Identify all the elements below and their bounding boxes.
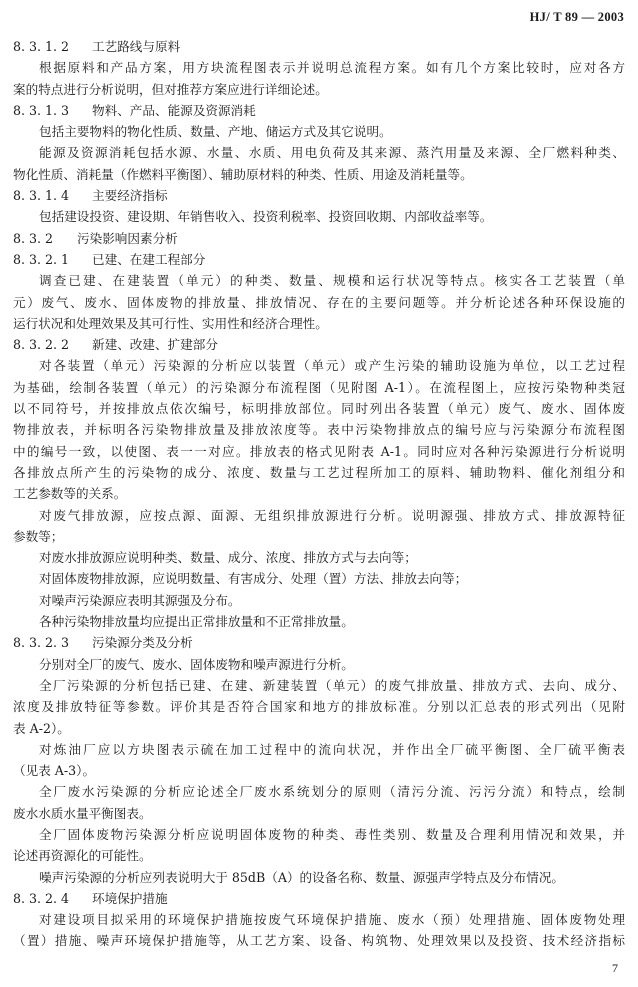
paragraph-line: 包括建设投资、建设期、年销售收入、投资利税率、投资回收期、内部收益率等。 [39, 209, 493, 225]
paragraph-line: 以不同符号，并按排放点依次编号，标明排放部位。同时列出各装置（单元）废气、废水、固体废 [13, 401, 625, 417]
paragraph-line: 噪声污染源的分析应列表说明大于 85dB（A）的设备名称、数量、源强声学特点及分布情况。 [39, 869, 565, 885]
paragraph-line: 能源及资源消耗包括水源、水量、水质、用电负荷及其来源、蒸汽用量及来源、全厂燃料种类、 [39, 145, 625, 161]
paragraph-line: 对建设项目拟采用的环境保护措施按废气环境保护措施、废水（预）处理措施、固体废物处理 [39, 912, 625, 928]
section-title: 主要经济指标 [92, 188, 168, 204]
paragraph-line: 对固体废物排放源，应说明数量、有害成分、处理（置）方法、排放去向等； [39, 571, 468, 587]
paragraph-line: 调查已建、在建装置（单元）的种类、数量、规模和运行状况等特点。核实各工艺装置（单 [39, 273, 625, 289]
section-number: 8. 3. 2. 3 [13, 635, 70, 651]
paragraph-line: 元）废气、废水、固体废物的排放量、排放情况、存在的主要问题等。并分析论述各种环保设施的 [13, 294, 625, 310]
paragraph-line: 全厂固体废物污染源分析应说明固体废物的种类、毒性类别、数量及合理利用情况和效果，并 [39, 826, 625, 842]
paragraph-line: 工艺参数等的关系。 [13, 486, 127, 502]
section-number: 8. 3. 1. 3 [13, 102, 70, 118]
section-title: 新建、改建、扩建部分 [92, 337, 218, 353]
paragraph-line: 对炼油厂应以方块图表示硫在加工过程中的流向状况，并作出全厂硫平衡图、全厂硫平衡表 [39, 741, 625, 757]
section-number: 8. 3. 1. 2 [13, 39, 70, 54]
section-heading [13, 249, 625, 270]
standard-code-header: HJ/ T 89 — 2003 [529, 10, 624, 24]
paragraph-line: 根据原料和产品方案，用方块流程图表示并说明总流程方案。如有几个方案比较时，应对各方 [39, 60, 625, 76]
section-title: 已建、在建工程部分 [92, 251, 206, 267]
paragraph-line: 中的编号一致，以使图、表一一对应。排放表的格式见附表 A-1。同时应对各种污染源进行分析说明 [13, 443, 625, 459]
paragraph-line: （见表 A-3）。 [13, 763, 96, 779]
section-number: 8. 3. 1. 4 [13, 188, 70, 204]
paragraph-line: 全厂污染源的分析包括已建、在建、新建装置（单元）的废气排放量、排放方式、去向、成分、 [39, 677, 625, 693]
paragraph-line: 全厂废水污染源的分析应论述全厂废水系统划分的原则（清污分流、污污分流）和特点，绘制 [39, 784, 625, 800]
section-heading [13, 228, 625, 249]
paragraph-line: 各种污染物排放量均应提出正常排放量和不正常排放量。 [39, 614, 354, 630]
section-title: 污染影响因素分析 [77, 230, 178, 246]
section-heading [13, 36, 625, 57]
paragraph-line: 对各装置（单元）污染源的分析应以装置（单元）或产生污染的辅助设施为单位，以工艺过程 [39, 358, 625, 374]
paragraph-line: 运行状况和处理效果及其可行性、实用性和经济合理性。 [13, 315, 328, 331]
paragraph-line: 浓度及排放特征等参数。评价其是否符合国家和地方的排放标准。分别以汇总表的形式列出（见附 [13, 699, 625, 715]
section-heading [13, 632, 625, 653]
paragraph-line: 为基础，绘制各装置（单元）的污染源分布流程图（见附图 A-1）。在流程图上，应按污染物种类冠 [13, 379, 625, 395]
paragraph-line: （置）措施、噪声环境保护措施等，从工艺方案、设备、构筑物、处理效果以及投资、技术经济指标 [13, 933, 625, 949]
paragraph-line: 对噪声污染源应表明其源强及分布。 [39, 592, 241, 608]
section-heading [13, 185, 625, 206]
section-heading [13, 888, 625, 909]
section-title: 物料、产品、能源及资源消耗 [92, 102, 256, 118]
paragraph-line: 物化性质、消耗量（作燃料平衡图）、辅助原材料的种类、性质、用途及消耗量等。 [13, 166, 473, 182]
paragraph-line: 各排放点所产生的污染物的成分、浓度、数量与工艺过程所加工的原料、辅助物料、催化剂组分和 [13, 464, 625, 480]
paragraph-line: 表 A-2）。 [13, 720, 70, 736]
document-body [13, 36, 625, 952]
paragraph-line: 分别对全厂的废气、废水、固体废物和噪声源进行分析。 [39, 656, 354, 672]
paragraph-line: 案的特点进行分析说明，但对推荐方案应进行详细论述。 [13, 81, 328, 97]
section-heading [13, 334, 625, 355]
section-number: 8. 3. 2. 2 [13, 337, 70, 353]
section-number: 8. 3. 2. 1 [13, 251, 70, 267]
section-heading [13, 100, 625, 121]
paragraph-line: 对废气排放源，应按点源、面源、无组织排放源进行分析。说明源强、排放方式、排放源特征 [39, 507, 625, 523]
section-number: 8. 3. 2 [13, 230, 54, 246]
page-number: 7 [612, 961, 618, 975]
section-title: 工艺路线与原料 [92, 39, 181, 54]
section-number: 8. 3. 2. 4 [13, 890, 70, 906]
paragraph-line: 对废水排放源应说明种类、数量、成分、浓度、排放方式与去向等； [39, 550, 417, 566]
paragraph-line: 参数等； [13, 528, 64, 544]
paragraph-line: 物排放表，并标明各污染物排放量及排放浓度等。表中污染物排放点的编号应与污染源分布流程图 [13, 422, 625, 438]
section-title: 环境保护措施 [92, 890, 168, 906]
paragraph-line: 包括主要物料的物化性质、数量、产地、储运方式及其它说明。 [39, 124, 392, 140]
section-title: 污染源分类及分析 [92, 635, 193, 651]
paragraph-line: 论述再资源化的可能性。 [13, 848, 152, 864]
paragraph-line: 废水水质水量平衡图表。 [13, 805, 152, 821]
